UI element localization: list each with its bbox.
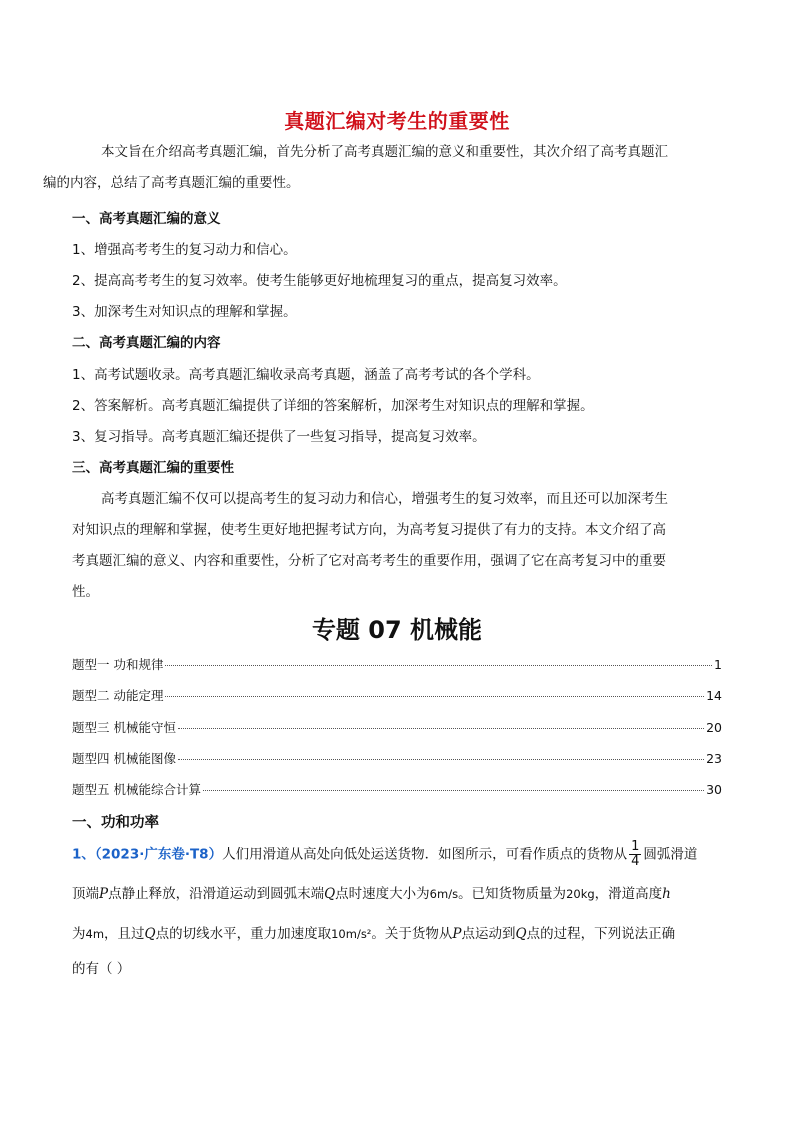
section-2-heading: 二、高考真题汇编的内容: [72, 335, 221, 351]
section-3-line: 高考真题汇编不仅可以提高考生的复习动力和信心，增强考生的复习效率，而且还可以加深考生: [101, 491, 668, 507]
question-text: 。关于货物从: [371, 926, 453, 942]
variable-p: P: [99, 886, 109, 902]
toc-entry-label: 题型二 动能定理: [72, 688, 164, 703]
section-3-line: 考真题汇编的意义、内容和重要性，分析了它对高考考生的重要作用，强调了它在高考复习中的重要: [72, 553, 666, 569]
toc-entry-page: 30: [706, 782, 722, 797]
section-2-item: 2、答案解析。高考真题汇编提供了详细的答案解析，加深考生对知识点的理解和掌握。: [72, 398, 594, 414]
gravity-value: 10m/s²: [331, 927, 372, 941]
toc-entry-page: 14: [706, 688, 722, 703]
intro-line-1: 本文旨在介绍高考真题汇编，首先分析了高考真题汇编的意义和重要性，其次介绍了高考真题汇: [101, 144, 668, 160]
topic-title: 专题 07 机械能: [311, 616, 483, 644]
toc-entry-page: 20: [706, 720, 722, 735]
variable-q: Q: [515, 926, 527, 942]
toc-leader-dots: [165, 665, 712, 666]
variable-q: Q: [144, 926, 156, 942]
toc-entry-label: 题型五 机械能综合计算: [72, 782, 201, 797]
speed-value: 6m/s: [429, 887, 459, 901]
section-1-item: 3、加深考生对知识点的理解和掌握。: [72, 304, 297, 320]
toc-entry-label: 题型四 机械能图像: [72, 751, 176, 766]
question-line-1: [72, 840, 697, 869]
question-text: 。已知货物质量为: [458, 886, 567, 902]
question-text: 点运动到: [461, 926, 516, 942]
toc-entry-label: 题型一 功和规律: [72, 657, 164, 672]
section-1-item: 1、增强高考考生的复习动力和信心。: [72, 242, 297, 258]
mass-value: 20kg: [566, 887, 595, 901]
toc-entry-page: 1: [714, 657, 722, 672]
document-title: 真题汇编对考生的重要性: [284, 109, 510, 133]
toc-leader-dots: [203, 790, 704, 791]
question-line-4: 的有（ ）: [72, 961, 131, 977]
question-text: 点静止释放，沿滑道运动到圆弧末端: [108, 886, 325, 902]
section-3-heading: 三、高考真题汇编的重要性: [72, 460, 234, 476]
variable-q: Q: [324, 886, 336, 902]
toc-leader-dots: [165, 696, 704, 697]
question-text: 顶端: [72, 886, 99, 902]
section-2-item: 3、复习指导。高考真题汇编还提供了一些复习指导，提高复习效率。: [72, 429, 486, 445]
question-line-2: [72, 882, 671, 902]
question-text: 圆弧滑道: [643, 846, 698, 863]
question-text: ，滑道高度: [594, 886, 663, 902]
question-text: 人们用滑道从高处向低处运送货物．如图所示，可看作质点的货物从: [222, 846, 628, 863]
toc-entry[interactable]: [72, 749, 722, 767]
question-text: 点时速度大小为: [335, 886, 430, 902]
toc-entry-label: 题型三 机械能守恒: [72, 720, 176, 735]
toc-entry[interactable]: [72, 655, 722, 673]
intro-line-2: 编的内容，总结了高考真题汇编的重要性。: [43, 175, 300, 191]
toc-entry-page: 23: [706, 751, 722, 766]
section-heading-work-power: 一、功和功率: [72, 815, 159, 831]
question-text: 为: [72, 926, 86, 942]
toc-entry[interactable]: [72, 718, 722, 736]
toc-entry[interactable]: [72, 686, 722, 704]
variable-p: P: [452, 926, 462, 942]
variable-h: h: [662, 886, 671, 902]
fraction-denominator: 4: [631, 854, 640, 869]
question-line-3: [72, 922, 675, 942]
question-text: 点的切线水平，重力加速度取: [155, 926, 332, 942]
height-value: 4m: [85, 927, 105, 941]
fraction-one-quarter: [629, 840, 641, 869]
section-3-line: 对知识点的理解和掌握，使考生更好地把握考试方向，为高考复习提供了有力的支持。本文介绍了高: [72, 522, 666, 538]
question-source-tag: 1、（2023·广东卷·T8）: [72, 846, 223, 863]
section-3-line: 性。: [72, 584, 99, 600]
question-text: 点的过程，下列说法正确: [526, 926, 676, 942]
toc-leader-dots: [178, 728, 704, 729]
fraction-numerator: 1: [631, 839, 640, 854]
question-text: ，且过: [104, 926, 145, 942]
toc-entry[interactable]: [72, 780, 722, 798]
section-1-heading: 一、高考真题汇编的意义: [72, 211, 221, 227]
intro-paragraph: [43, 137, 722, 199]
section-1-item: 2、提高高考考生的复习效率。使考生能够更好地梳理复习的重点，提高复习效率。: [72, 273, 567, 289]
section-2-item: 1、高考试题收录。高考真题汇编收录高考真题，涵盖了高考考试的各个学科。: [72, 367, 540, 383]
toc-leader-dots: [178, 759, 704, 760]
